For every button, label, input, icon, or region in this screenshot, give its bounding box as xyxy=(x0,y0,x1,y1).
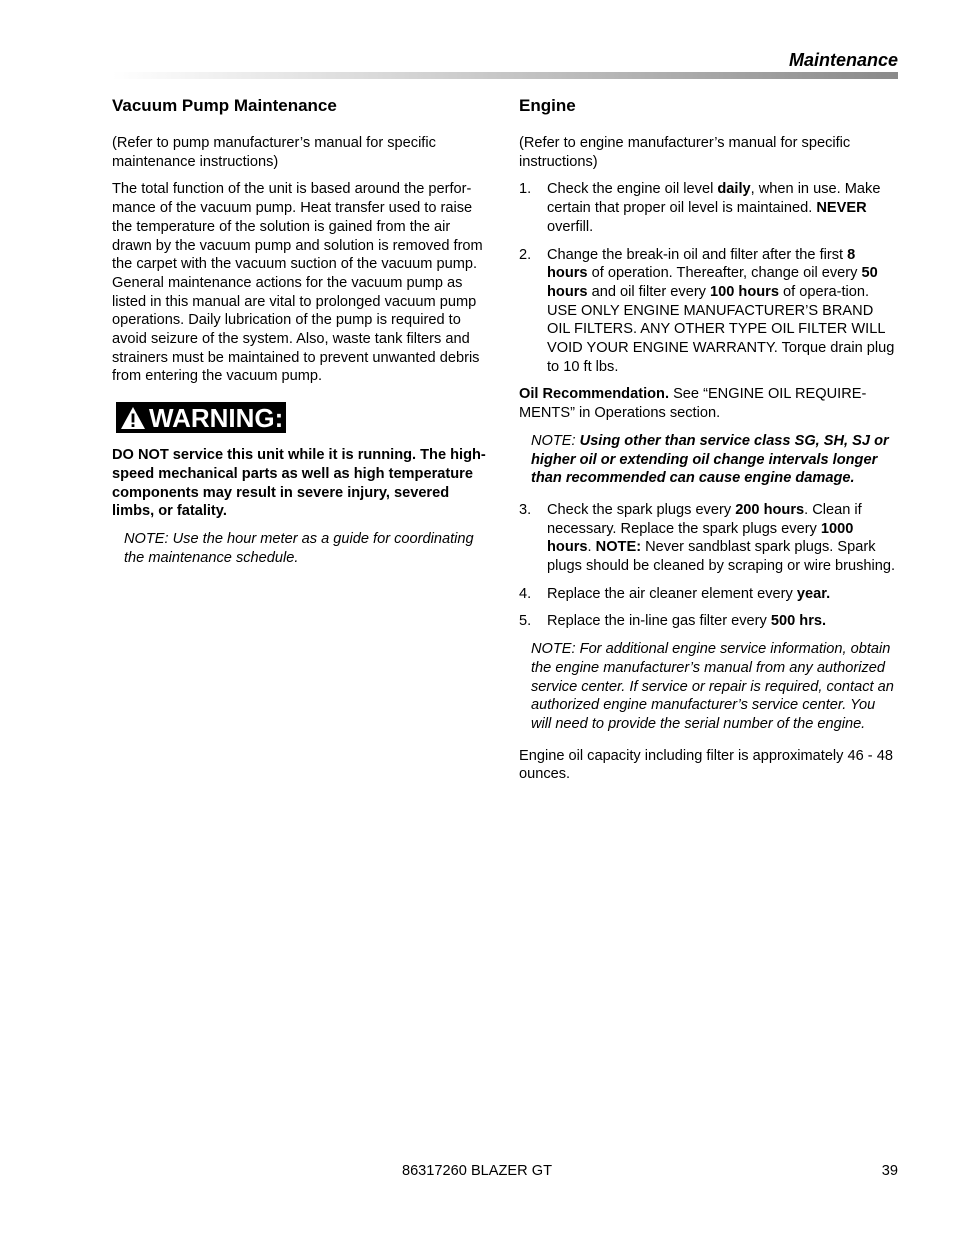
section-title: Maintenance xyxy=(788,50,898,70)
vacuum-pump-heading: Vacuum Pump Maintenance xyxy=(112,96,337,115)
oil-capacity: Engine oil capacity including filter is approximately 46 - 48 ounces. xyxy=(519,747,893,783)
page-number: 39 xyxy=(881,1163,898,1179)
oil-class-note: NOTE: Using other than service class SG, SH, SJ or higher oil or extending oil change intervals longer than recommended can cause engine damage. xyxy=(531,432,889,487)
oil-recommendation: Oil Recommendation. See “ENGINE OIL REQUIRE-MENTS” in Operations section. xyxy=(519,386,867,422)
vacuum-pump-body: The total function of the unit is based around the perfor-mance of the vacuum pump. Heat transfer used to raise the temperature of the solution is gained from the air drawn by the vacuum pump and solution is removed from the carpet with the vacuum suction of the vacuum pump. General maintenance actions for the vacuum pump as listed in this manual are vital to prolonged vacuum pump operations. Daily lubrication of the pump is required to avoid seizure of the system. Also, waste tank filters and strainers must be maintained to prevent unwanted debris from entering the vacuum pump. xyxy=(112,181,483,385)
engine-service-note: NOTE: For additional engine service information, obtain the engine manufacturer’s manual from any authorized service center. If service or repair is required, contact an authorized engine manufacturer’s service center. You will need to provide the serial number of the engine. xyxy=(531,641,894,732)
list-item: 2. Change the break-in oil and filter after the first 8 hours of operation. Thereafter, change oil every 50 hours and oil filter every 100 hours of opera-tion. USE ONLY ENGINE MANUFACTURER’S BRAND OIL FILTERS. ANY OTHER TYPE OIL FILTER WILL VOID YOUR ENGINE WARRANTY. Torque drain plug to 10 ft lbs. xyxy=(519,246,895,375)
engine-steps-a xyxy=(519,180,899,376)
hour-meter-note: NOTE: Use the hour meter as a guide for coordinating the maintenance schedule. xyxy=(124,530,474,566)
list-item: 3. Check the spark plugs every 200 hours. Clean if necessary. Replace the spark plugs every 1000 hours. NOTE: Never sandblast spark plugs. Spark plugs should be cleaned by scraping or wire brushing. xyxy=(519,501,896,575)
vacuum-pump-refer: (Refer to pump manufacturer’s manual for specific maintenance instructions) xyxy=(112,135,436,170)
engine-refer: (Refer to engine manufacturer’s manual for specific instructions) xyxy=(519,135,851,170)
right-column xyxy=(519,96,899,793)
list-item: 1. Check the engine oil level daily, when in use. Make certain that proper oil level is maintained. NEVER overfill. xyxy=(519,181,881,235)
engine-heading: Engine xyxy=(519,96,576,115)
warning-text: DO NOT service this unit while it is running. The high-speed mechanical parts as well as high temperature components may result in severe injury, severed limbs, or fatality. xyxy=(112,447,486,520)
engine-steps-b xyxy=(519,501,899,631)
warning-label-text: WARNING: xyxy=(149,402,284,433)
footer-document-id: 86317260 BLAZER GT xyxy=(401,1163,553,1179)
warning-triangle-icon xyxy=(120,406,146,430)
list-item: 4. Replace the air cleaner element every year. xyxy=(519,585,831,602)
header-rule xyxy=(112,72,898,79)
list-item: 5. Replace the in-line gas filter every 500 hrs. xyxy=(519,613,827,630)
left-column xyxy=(112,96,492,576)
warning-label xyxy=(116,402,286,433)
